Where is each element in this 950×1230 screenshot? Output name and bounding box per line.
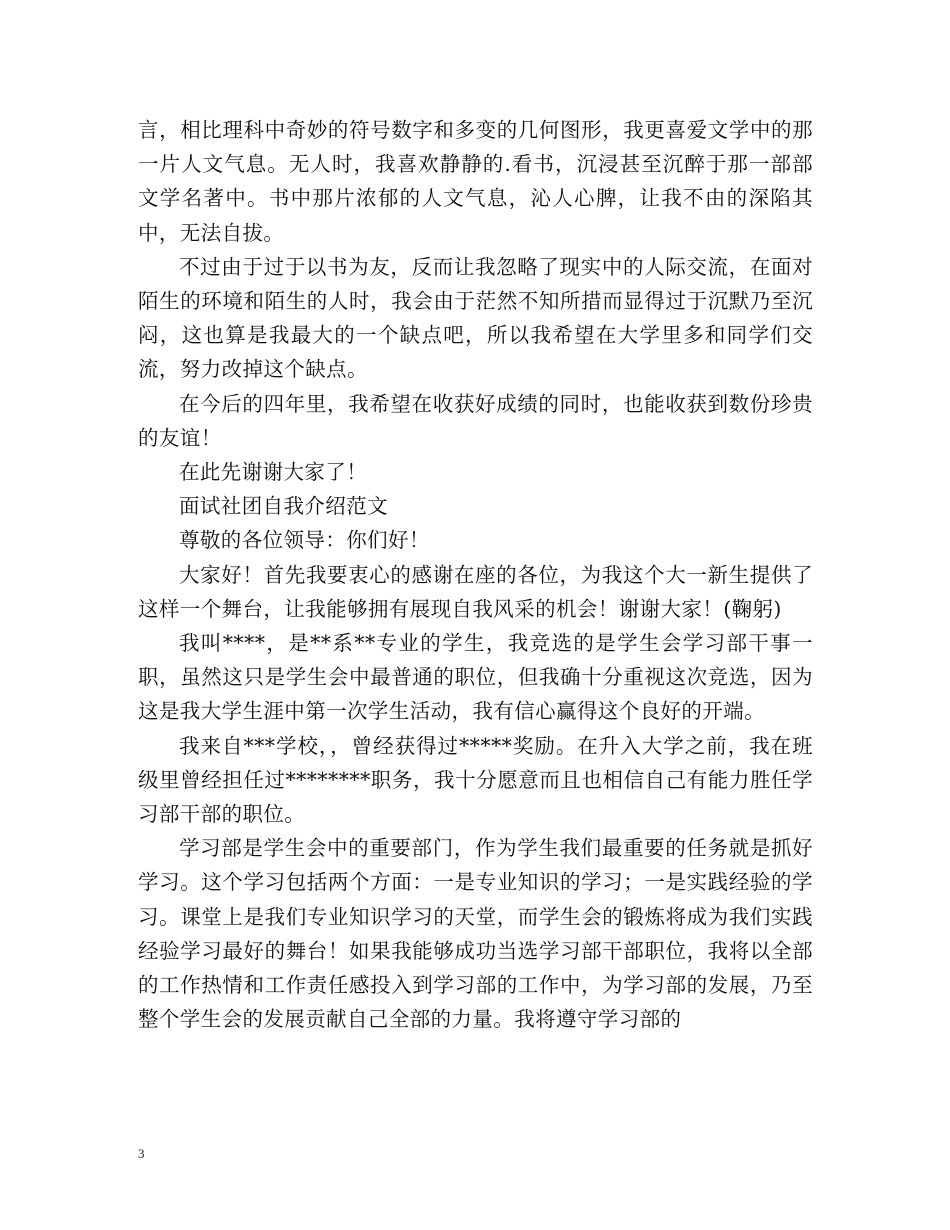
paragraph-1: 言，相比理科中奇妙的符号数字和多变的几何图形，我更喜爱文学中的那一片人文气息。无人时，我喜欢静静的.看书，沉浸甚至沉醉于那一部部文学名著中。书中那片浓郁的人文气息，沁人心脾，让我不由的深陷其中，无法自拔。 — [138, 118, 813, 245]
paragraph-3: 在今后的四年里，我希望在收获好成绩的同时，也能收获到数份珍贵的友谊！ — [138, 391, 813, 450]
paragraph-8: 我叫****，是**系**专业的学生，我竞选的是学生会学习部干事一职，虽然这只是学生会中最普通的职位，但我确十分重视这次竞选，因为这是我大学生涯中第一次学生活动，我有信心赢得这个良好的开端。 — [138, 631, 813, 724]
paragraph-4: 在此先谢谢大家了！ — [179, 460, 368, 485]
paragraph-10: 学习部是学生会中的重要部门，作为学生我们最重要的任务就是抓好学习。这个学习包括两个方面：一是专业知识的学习；一是实践经验的学习。课堂上是我们专业知识学习的天堂，而学生会的锻炼将成为我们实践经验学习最好的舞台！如果我能够成功当选学习部干部职位，我将以全部的工作热情和工作责任感投入到学习部的工作中，为学习部的发展，乃至整个学生会的发展贡献自己全部的力量。我将遵守学习部的 — [138, 836, 813, 1032]
page-number: 3 — [138, 1146, 145, 1161]
paragraph-9: 我来自***学校，，曾经获得过*****奖励。在升入大学之前，我在班级里曾经担任过********职务，我十分愿意而且也相信自己有能力胜任学习部干部的职位。 — [138, 733, 813, 827]
section-heading: 面试社团自我介绍范文 — [179, 494, 388, 519]
paragraph-7: 大家好！首先我要衷心的感谢在座的各位，为我这个大一新生提供了这样一个舞台，让我能够拥有展现自我风采的机会！谢谢大家！(鞠躬) — [138, 562, 813, 621]
paragraph-2: 不过由于过于以书为友，反而让我忽略了现实中的人际交流，在面对陌生的环境和陌生的人时，我会由于茫然不知所措而显得过于沉默乃至沉闷，这也算是我最大的一个缺点吧，所以我希望在大学里多和同学们交流，努力改掉这个缺点。 — [138, 254, 813, 382]
document-body — [138, 113, 813, 1036]
salutation: 尊敬的各位领导：你们好！ — [179, 528, 430, 553]
